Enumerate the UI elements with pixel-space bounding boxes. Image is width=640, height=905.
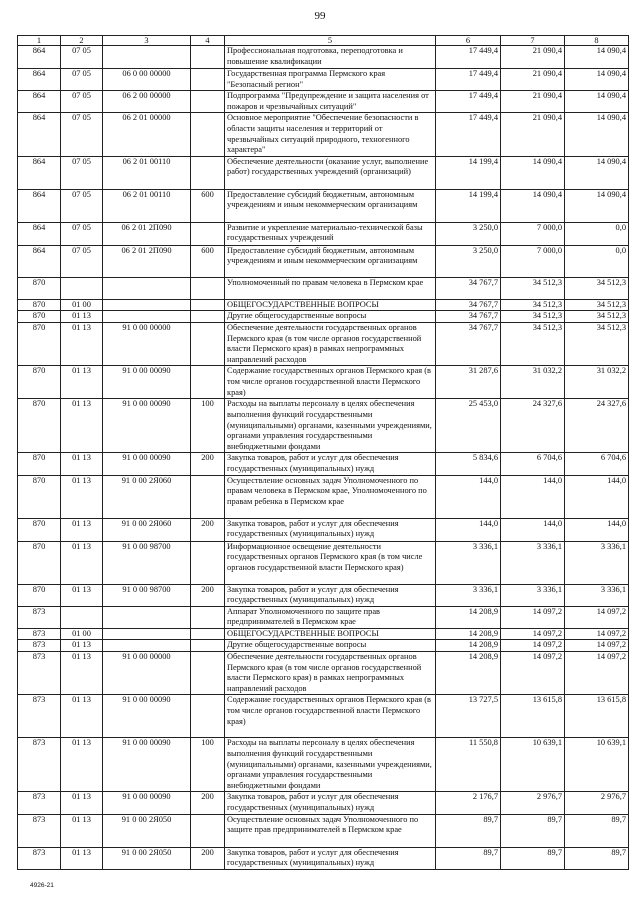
amount-2022-cell: 34 767,7 [436, 299, 501, 311]
amount-2023-cell: 3 336,1 [501, 541, 565, 584]
table-row [18, 814, 629, 847]
amount-2024-cell: 0,0 [565, 245, 629, 277]
amount-2024-cell: 24 327,6 [565, 399, 629, 453]
amount-2024-cell: 14 090,4 [565, 46, 629, 69]
table-row [18, 695, 629, 738]
expense-type-cell: 200 [191, 792, 225, 814]
amount-2023-cell: 14 097,2 [501, 606, 565, 628]
table-row [18, 738, 629, 792]
admin-code-cell: 873 [18, 652, 61, 695]
expense-type-cell [191, 652, 225, 695]
section-code-cell: 07 05 [61, 222, 103, 245]
table-row [18, 91, 629, 113]
expense-type-cell [191, 695, 225, 738]
section-code-cell [61, 606, 103, 628]
amount-2022-cell: 17 449,4 [436, 69, 501, 91]
table-row [18, 847, 629, 869]
expense-type-cell: 100 [191, 399, 225, 453]
admin-code-cell: 870 [18, 541, 61, 584]
target-article-cell: 06 0 00 00000 [103, 69, 191, 91]
item-name-cell: Предоставление субсидий бюджетным, автономным учреждениям и иным некоммерческим организациям [225, 245, 436, 277]
amount-2023-cell: 14 097,2 [501, 640, 565, 652]
amount-2023-cell: 21 090,4 [501, 69, 565, 91]
target-article-cell: 91 0 00 00090 [103, 738, 191, 792]
item-name-cell: Закупка товаров, работ и услуг для обеспечения государственных (муниципальных) нужд [225, 792, 436, 814]
amount-2022-cell: 34 767,7 [436, 311, 501, 323]
item-name-cell: Расходы на выплаты персоналу в целях обеспечения выполнения функций государственными (муниципальными) органами, казенными учреждениями, органами управления государственными внебюджетными фондами [225, 399, 436, 453]
expense-type-cell [191, 222, 225, 245]
admin-code-cell: 870 [18, 277, 61, 299]
admin-code-cell: 870 [18, 366, 61, 399]
admin-code-cell: 873 [18, 606, 61, 628]
amount-2022-cell: 34 767,7 [436, 322, 501, 365]
table-row [18, 299, 629, 311]
item-name-cell: ОБЩЕГОСУДАРСТВЕННЫЕ ВОПРОСЫ [225, 299, 436, 311]
item-name-cell: Закупка товаров, работ и услуг для обеспечения государственных (муниципальных) нужд [225, 453, 436, 475]
expense-type-cell [191, 814, 225, 847]
amount-2022-cell: 144,0 [436, 518, 501, 541]
amount-2024-cell: 34 512,3 [565, 299, 629, 311]
amount-2024-cell: 34 512,3 [565, 277, 629, 299]
amount-2023-cell: 2 976,7 [501, 792, 565, 814]
column-header: 3 [103, 36, 191, 46]
amount-2022-cell: 11 550,8 [436, 738, 501, 792]
amount-2022-cell: 2 176,7 [436, 792, 501, 814]
amount-2023-cell: 24 327,6 [501, 399, 565, 453]
item-name-cell: Закупка товаров, работ и услуг для обеспечения государственных (муниципальных) нужд [225, 847, 436, 869]
column-header: 8 [565, 36, 629, 46]
table-row [18, 541, 629, 584]
item-name-cell: Содержание государственных органов Пермского края (в том числе органов государственной власти Пермского края) [225, 366, 436, 399]
admin-code-cell: 864 [18, 156, 61, 189]
admin-code-cell: 864 [18, 113, 61, 156]
amount-2023-cell: 144,0 [501, 475, 565, 518]
amount-2023-cell: 89,7 [501, 814, 565, 847]
amount-2023-cell: 89,7 [501, 847, 565, 869]
amount-2024-cell: 2 976,7 [565, 792, 629, 814]
item-name-cell: Обеспечение деятельности государственных органов Пермского края (в том числе органов государственной власти Пермского края) в рамках непрограммных направлений расходов [225, 652, 436, 695]
table-row [18, 156, 629, 189]
amount-2024-cell: 31 032,2 [565, 366, 629, 399]
column-header: 5 [225, 36, 436, 46]
table-row [18, 113, 629, 156]
section-code-cell: 01 13 [61, 311, 103, 323]
target-article-cell: 91 0 00 00090 [103, 453, 191, 475]
target-article-cell: 06 2 01 2П090 [103, 245, 191, 277]
amount-2023-cell: 14 097,2 [501, 652, 565, 695]
target-article-cell: 06 2 01 00110 [103, 189, 191, 222]
item-name-cell: Осуществление основных задач Уполномоченного по правам человека в Пермском крае, Уполномоченного по правам ребенка в Пермском крае [225, 475, 436, 518]
table-row [18, 584, 629, 606]
table-row [18, 518, 629, 541]
amount-2024-cell: 14 097,2 [565, 606, 629, 628]
amount-2023-cell: 34 512,3 [501, 299, 565, 311]
admin-code-cell: 864 [18, 222, 61, 245]
amount-2023-cell: 31 032,2 [501, 366, 565, 399]
section-code-cell: 07 05 [61, 156, 103, 189]
item-name-cell: Уполномоченный по правам человека в Пермском крае [225, 277, 436, 299]
admin-code-cell: 873 [18, 640, 61, 652]
section-code-cell: 01 00 [61, 628, 103, 640]
target-article-cell: 91 0 00 00090 [103, 399, 191, 453]
item-name-cell: Основное мероприятие "Обеспечение безопасности в области защиты населения и территорий от чрезвычайных ситуаций природного, техногенного характера" [225, 113, 436, 156]
item-name-cell: Другие общегосударственные вопросы [225, 311, 436, 323]
amount-2023-cell: 14 090,4 [501, 189, 565, 222]
amount-2022-cell: 3 250,0 [436, 245, 501, 277]
amount-2024-cell: 89,7 [565, 814, 629, 847]
section-code-cell [61, 277, 103, 299]
column-header: 7 [501, 36, 565, 46]
amount-2022-cell: 14 208,9 [436, 606, 501, 628]
target-article-cell: 06 2 00 00000 [103, 91, 191, 113]
admin-code-cell: 873 [18, 695, 61, 738]
section-code-cell: 01 13 [61, 322, 103, 365]
admin-code-cell: 864 [18, 245, 61, 277]
expense-type-cell [191, 541, 225, 584]
section-code-cell: 01 13 [61, 475, 103, 518]
amount-2022-cell: 14 199,4 [436, 189, 501, 222]
target-article-cell: 91 0 00 2Я050 [103, 814, 191, 847]
target-article-cell [103, 640, 191, 652]
expense-type-cell [191, 277, 225, 299]
amount-2024-cell: 0,0 [565, 222, 629, 245]
amount-2024-cell: 14 090,4 [565, 69, 629, 91]
section-code-cell: 01 13 [61, 453, 103, 475]
amount-2022-cell: 31 287,6 [436, 366, 501, 399]
section-code-cell: 01 13 [61, 584, 103, 606]
expense-type-cell: 600 [191, 189, 225, 222]
item-name-cell: Профессиональная подготовка, переподготовка и повышение квалификации [225, 46, 436, 69]
amount-2022-cell: 144,0 [436, 475, 501, 518]
amount-2022-cell: 89,7 [436, 847, 501, 869]
amount-2023-cell: 6 704,6 [501, 453, 565, 475]
section-code-cell: 07 05 [61, 46, 103, 69]
amount-2024-cell: 14 090,4 [565, 113, 629, 156]
section-code-cell: 01 13 [61, 814, 103, 847]
target-article-cell [103, 277, 191, 299]
section-code-cell: 01 13 [61, 541, 103, 584]
expense-type-cell: 200 [191, 584, 225, 606]
amount-2024-cell: 14 097,2 [565, 628, 629, 640]
target-article-cell [103, 628, 191, 640]
amount-2024-cell: 14 090,4 [565, 156, 629, 189]
table-row [18, 277, 629, 299]
column-header: 1 [18, 36, 61, 46]
section-code-cell: 01 13 [61, 399, 103, 453]
amount-2023-cell: 144,0 [501, 518, 565, 541]
column-header: 2 [61, 36, 103, 46]
target-article-cell [103, 606, 191, 628]
admin-code-cell: 870 [18, 475, 61, 518]
section-code-cell: 07 05 [61, 113, 103, 156]
item-name-cell: Государственная программа Пермского края "Безопасный регион" [225, 69, 436, 91]
expense-type-cell [191, 640, 225, 652]
amount-2024-cell: 144,0 [565, 475, 629, 518]
admin-code-cell: 873 [18, 792, 61, 814]
section-code-cell: 01 13 [61, 792, 103, 814]
table-row [18, 222, 629, 245]
target-article-cell: 91 0 00 00090 [103, 792, 191, 814]
target-article-cell: 91 0 00 2Я050 [103, 847, 191, 869]
expense-type-cell [191, 606, 225, 628]
item-name-cell: Обеспечение деятельности (оказание услуг, выполнение работ) государственных учреждений (организаций) [225, 156, 436, 189]
target-article-cell: 06 2 01 00000 [103, 113, 191, 156]
item-name-cell: Развитие и укрепление материально-технической базы государственных учреждений [225, 222, 436, 245]
expense-type-cell [191, 69, 225, 91]
expense-type-cell: 200 [191, 453, 225, 475]
table-row [18, 366, 629, 399]
target-article-cell [103, 46, 191, 69]
footer-code: 4926-21 [30, 882, 54, 889]
expense-type-cell [191, 91, 225, 113]
amount-2023-cell: 14 097,2 [501, 628, 565, 640]
amount-2024-cell: 3 336,1 [565, 541, 629, 584]
table-row [18, 606, 629, 628]
item-name-cell: Обеспечение деятельности государственных органов Пермского края (в том числе органов государственной власти Пермского края) в рамках непрограммных направлений расходов [225, 322, 436, 365]
table-row [18, 245, 629, 277]
section-code-cell: 01 13 [61, 518, 103, 541]
expense-type-cell [191, 628, 225, 640]
target-article-cell: 06 2 01 00110 [103, 156, 191, 189]
target-article-cell [103, 299, 191, 311]
item-name-cell: Информационное освещение деятельности государственных органов Пермского края (в том числе органов государственной власти Пермского края) [225, 541, 436, 584]
amount-2024-cell: 13 615,8 [565, 695, 629, 738]
amount-2023-cell: 7 000,0 [501, 245, 565, 277]
amount-2023-cell: 21 090,4 [501, 113, 565, 156]
table-row [18, 628, 629, 640]
expense-type-cell: 200 [191, 847, 225, 869]
table-row [18, 322, 629, 365]
amount-2024-cell: 10 639,1 [565, 738, 629, 792]
item-name-cell: Закупка товаров, работ и услуг для обеспечения государственных (муниципальных) нужд [225, 518, 436, 541]
amount-2022-cell: 3 336,1 [436, 541, 501, 584]
target-article-cell [103, 311, 191, 323]
amount-2023-cell: 13 615,8 [501, 695, 565, 738]
amount-2023-cell: 34 512,3 [501, 322, 565, 365]
amount-2024-cell: 14 090,4 [565, 189, 629, 222]
target-article-cell: 06 2 01 2П090 [103, 222, 191, 245]
section-code-cell: 07 05 [61, 91, 103, 113]
table-row [18, 453, 629, 475]
admin-code-cell: 873 [18, 814, 61, 847]
amount-2022-cell: 17 449,4 [436, 46, 501, 69]
amount-2023-cell: 14 090,4 [501, 156, 565, 189]
admin-code-cell: 870 [18, 399, 61, 453]
admin-code-cell: 864 [18, 189, 61, 222]
section-code-cell: 01 13 [61, 695, 103, 738]
amount-2024-cell: 14 090,4 [565, 91, 629, 113]
amount-2022-cell: 25 453,0 [436, 399, 501, 453]
admin-code-cell: 870 [18, 518, 61, 541]
target-article-cell: 91 0 00 00000 [103, 652, 191, 695]
amount-2024-cell: 144,0 [565, 518, 629, 541]
section-code-cell: 01 13 [61, 738, 103, 792]
expense-type-cell [191, 299, 225, 311]
amount-2024-cell: 14 097,2 [565, 640, 629, 652]
section-code-cell: 01 00 [61, 299, 103, 311]
expense-type-cell: 600 [191, 245, 225, 277]
expense-type-cell [191, 322, 225, 365]
target-article-cell: 91 0 00 2Я060 [103, 475, 191, 518]
amount-2023-cell: 21 090,4 [501, 46, 565, 69]
admin-code-cell: 870 [18, 311, 61, 323]
budget-table [17, 35, 629, 870]
admin-code-cell: 864 [18, 69, 61, 91]
item-name-cell: Расходы на выплаты персоналу в целях обеспечения выполнения функций государственными (муниципальными) органами, казенными учреждениями, органами управления государственными внебюджетными фондами [225, 738, 436, 792]
amount-2023-cell: 10 639,1 [501, 738, 565, 792]
amount-2023-cell: 34 512,3 [501, 311, 565, 323]
expense-type-cell: 200 [191, 518, 225, 541]
section-code-cell: 01 13 [61, 640, 103, 652]
admin-code-cell: 870 [18, 299, 61, 311]
item-name-cell: ОБЩЕГОСУДАРСТВЕННЫЕ ВОПРОСЫ [225, 628, 436, 640]
section-code-cell: 01 13 [61, 652, 103, 695]
item-name-cell: Осуществление основных задач Уполномоченного по защите прав предпринимателей в Пермском крае [225, 814, 436, 847]
target-article-cell: 91 0 00 98700 [103, 584, 191, 606]
admin-code-cell: 864 [18, 91, 61, 113]
section-code-cell: 01 13 [61, 366, 103, 399]
admin-code-cell: 870 [18, 584, 61, 606]
table-row [18, 640, 629, 652]
section-code-cell: 07 05 [61, 189, 103, 222]
expense-type-cell [191, 366, 225, 399]
column-header: 4 [191, 36, 225, 46]
expense-type-cell: 100 [191, 738, 225, 792]
expense-type-cell [191, 475, 225, 518]
admin-code-cell: 870 [18, 322, 61, 365]
section-code-cell: 07 05 [61, 245, 103, 277]
amount-2023-cell: 3 336,1 [501, 584, 565, 606]
amount-2024-cell: 89,7 [565, 847, 629, 869]
amount-2022-cell: 89,7 [436, 814, 501, 847]
item-name-cell: Предоставление субсидий бюджетным, автономным учреждениям и иным некоммерческим организациям [225, 189, 436, 222]
expense-type-cell [191, 113, 225, 156]
table-row [18, 311, 629, 323]
expense-type-cell [191, 311, 225, 323]
amount-2022-cell: 3 250,0 [436, 222, 501, 245]
amount-2024-cell: 6 704,6 [565, 453, 629, 475]
admin-code-cell: 873 [18, 738, 61, 792]
amount-2024-cell: 34 512,3 [565, 311, 629, 323]
amount-2023-cell: 7 000,0 [501, 222, 565, 245]
amount-2023-cell: 21 090,4 [501, 91, 565, 113]
amount-2024-cell: 3 336,1 [565, 584, 629, 606]
amount-2022-cell: 13 727,5 [436, 695, 501, 738]
target-article-cell: 91 0 00 00000 [103, 322, 191, 365]
amount-2022-cell: 17 449,4 [436, 91, 501, 113]
admin-code-cell: 873 [18, 847, 61, 869]
admin-code-cell: 873 [18, 628, 61, 640]
amount-2023-cell: 34 512,3 [501, 277, 565, 299]
table-body [18, 46, 629, 870]
admin-code-cell: 864 [18, 46, 61, 69]
target-article-cell: 91 0 00 00090 [103, 695, 191, 738]
item-name-cell: Содержание государственных органов Пермского края (в том числе органов государственной власти Пермского края) [225, 695, 436, 738]
amount-2024-cell: 34 512,3 [565, 322, 629, 365]
expense-type-cell [191, 46, 225, 69]
amount-2022-cell: 17 449,4 [436, 113, 501, 156]
amount-2022-cell: 14 208,9 [436, 640, 501, 652]
table-row [18, 792, 629, 814]
amount-2022-cell: 14 199,4 [436, 156, 501, 189]
table-row [18, 189, 629, 222]
amount-2022-cell: 5 834,6 [436, 453, 501, 475]
item-name-cell: Закупка товаров, работ и услуг для обеспечения государственных (муниципальных) нужд [225, 584, 436, 606]
table-row [18, 399, 629, 453]
target-article-cell: 91 0 00 2Я060 [103, 518, 191, 541]
amount-2022-cell: 14 208,9 [436, 652, 501, 695]
table-row [18, 652, 629, 695]
page-number: 99 [314, 10, 326, 22]
item-name-cell: Аппарат Уполномоченного по защите прав предпринимателей в Пермском крае [225, 606, 436, 628]
column-header: 6 [436, 36, 501, 46]
item-name-cell: Подпрограмма "Предупреждение и защита населения от пожаров и чрезвычайных ситуаций" [225, 91, 436, 113]
amount-2022-cell: 3 336,1 [436, 584, 501, 606]
admin-code-cell: 870 [18, 453, 61, 475]
section-code-cell: 01 13 [61, 847, 103, 869]
target-article-cell: 91 0 00 98700 [103, 541, 191, 584]
section-code-cell: 07 05 [61, 69, 103, 91]
amount-2024-cell: 14 097,2 [565, 652, 629, 695]
amount-2022-cell: 34 767,7 [436, 277, 501, 299]
header-row [18, 36, 629, 46]
table-row [18, 69, 629, 91]
amount-2022-cell: 14 208,9 [436, 628, 501, 640]
expense-type-cell [191, 156, 225, 189]
item-name-cell: Другие общегосударственные вопросы [225, 640, 436, 652]
table-row [18, 46, 629, 69]
target-article-cell: 91 0 00 00090 [103, 366, 191, 399]
table-row [18, 475, 629, 518]
